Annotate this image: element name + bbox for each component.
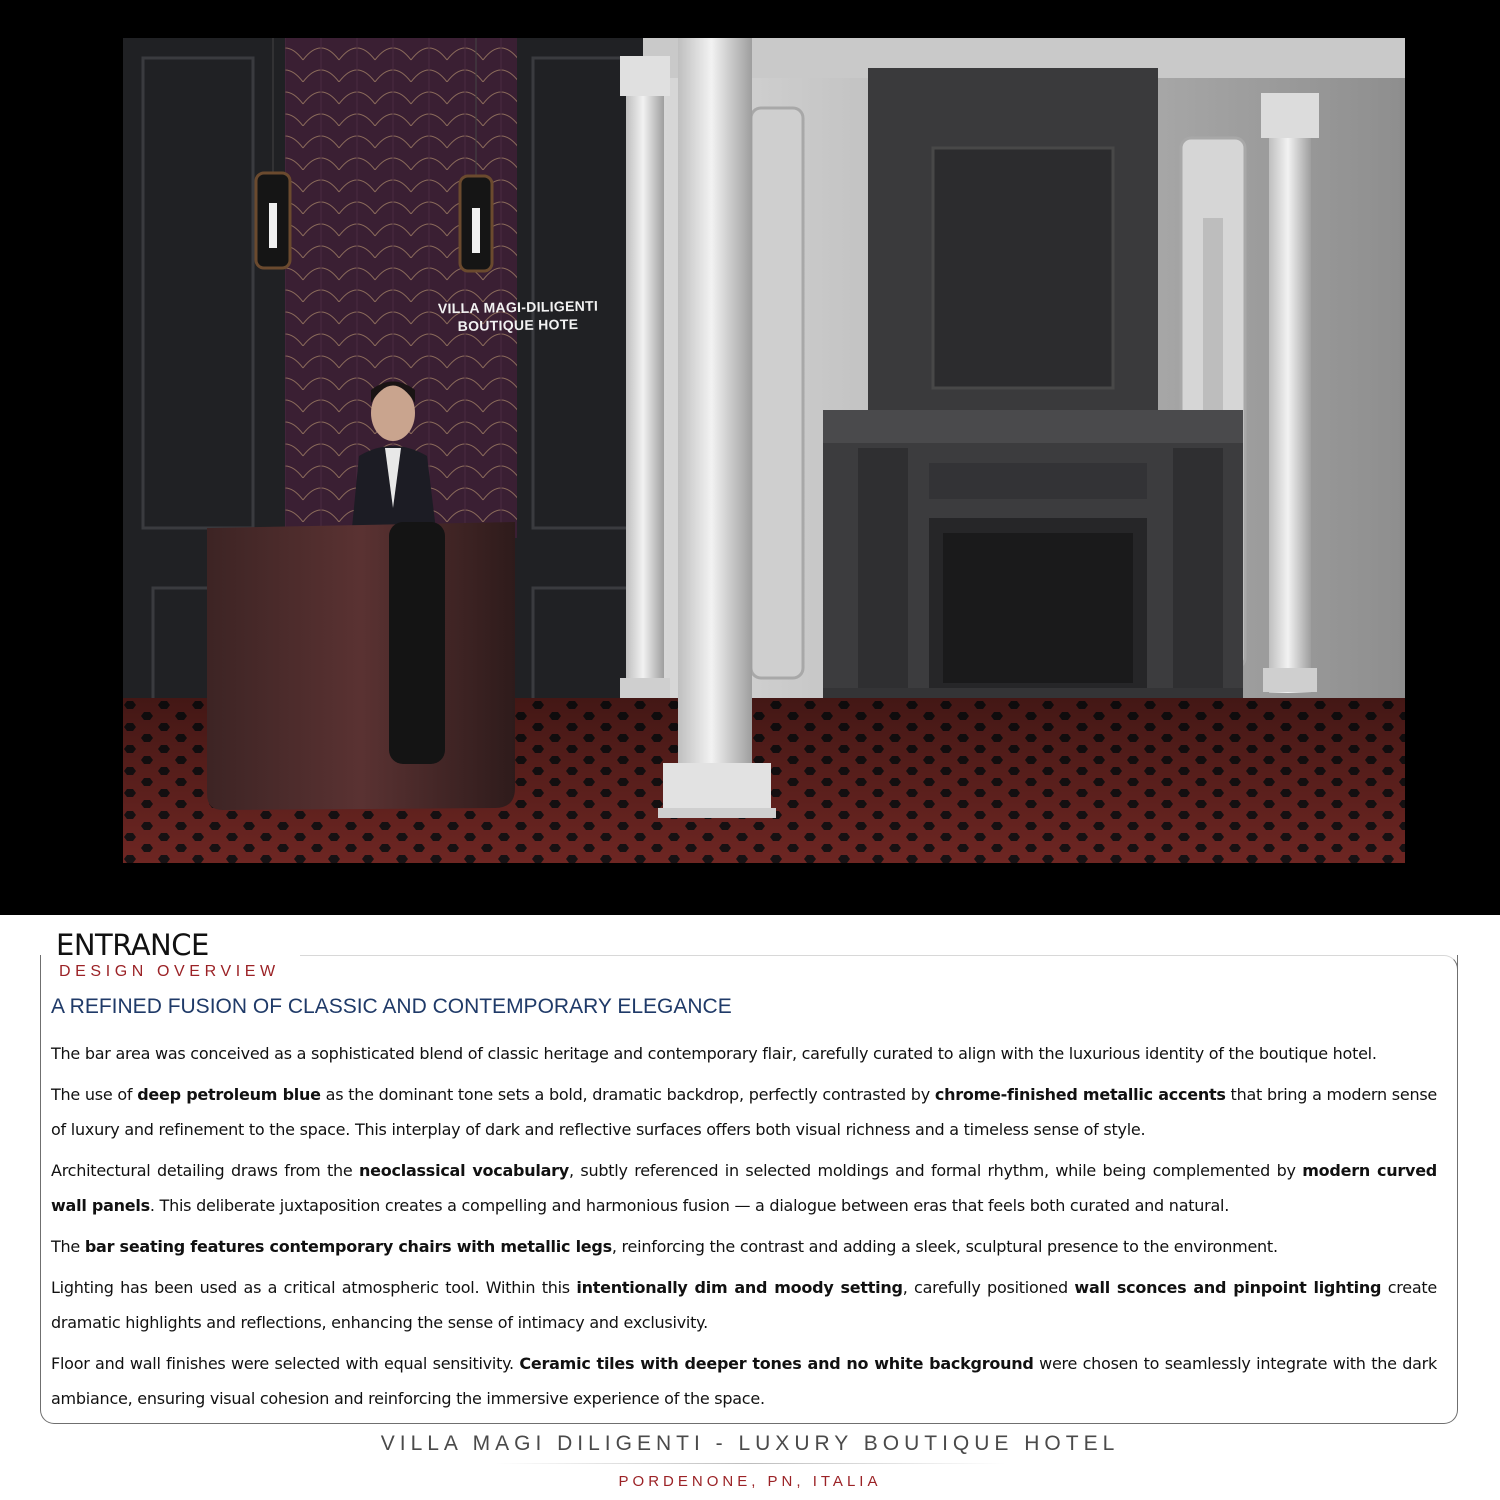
paragraph-1: The bar area was conceived as a sophisticated blend of classic heritage and contemporary flair, carefully curated to align with the luxurious identity of the boutique hotel.: [51, 1044, 1377, 1063]
paragraph-3: Architectural detailing draws from the neoclassical vocabulary, subtly referenced in selected moldings and formal rhythm, while being complemented by modern curved wall panels. This deliberate juxtaposition creates a compelling and harmonious fusion — a dialogue between eras that feels both curated and natural.: [51, 1161, 1437, 1215]
section-subtitle: DESIGN OVERVIEW: [59, 963, 286, 981]
footer-location: PORDENONE, PN, ITALIA: [618, 1473, 882, 1490]
paragraph-6: Floor and wall finishes were selected with equal sensitivity. Ceramic tiles with deeper tones and no white background were chosen to seamlessly integrate with the dark ambiance, ensuring visual cohesion and reinforcing the immersive experience of the space.: [51, 1354, 1438, 1408]
paragraph-2: The use of deep petroleum blue as the dominant tone sets a bold, dramatic backdrop, perfectly contrasted by chrome-finished metallic accents that bring a modern sense of luxury and refinement to the space. This interplay of dark and reflective surfaces offers both visual richness and a timeless sense of style.: [51, 1085, 1438, 1139]
paragraph-5: Lighting has been used as a critical atmospheric tool. Within this intentionally dim and moody setting, carefully positioned wall sconces and pinpoint lighting create dramatic highlights and reflections, enhancing the sense of intimacy and exclusivity.: [51, 1278, 1438, 1332]
hotel-sign: [413, 298, 623, 334]
section-title: ENTRANCE: [56, 928, 215, 962]
entrance-illustration: [123, 38, 1405, 863]
entrance-render: [123, 38, 1405, 863]
description-body: [51, 1036, 1437, 1422]
sign-line-2: BOUTIQUE HOTE: [457, 315, 579, 335]
paragraph-4: The bar seating features contemporary chairs with metallic legs, reinforcing the contrast and adding a sleek, sculptural presence to the environment.: [51, 1237, 1278, 1256]
card-border-top: [300, 955, 1458, 969]
footer-title: VILLA MAGI DILIGENTI - LUXURY BOUTIQUE HOTEL: [380, 1432, 1120, 1455]
footer-divider: [495, 1463, 1005, 1464]
sign-line-1: VILLA MAGI-DILIGENTI: [437, 297, 599, 317]
section-heading: A REFINED FUSION OF CLASSIC AND CONTEMPORARY ELEGANCE: [51, 995, 732, 1018]
